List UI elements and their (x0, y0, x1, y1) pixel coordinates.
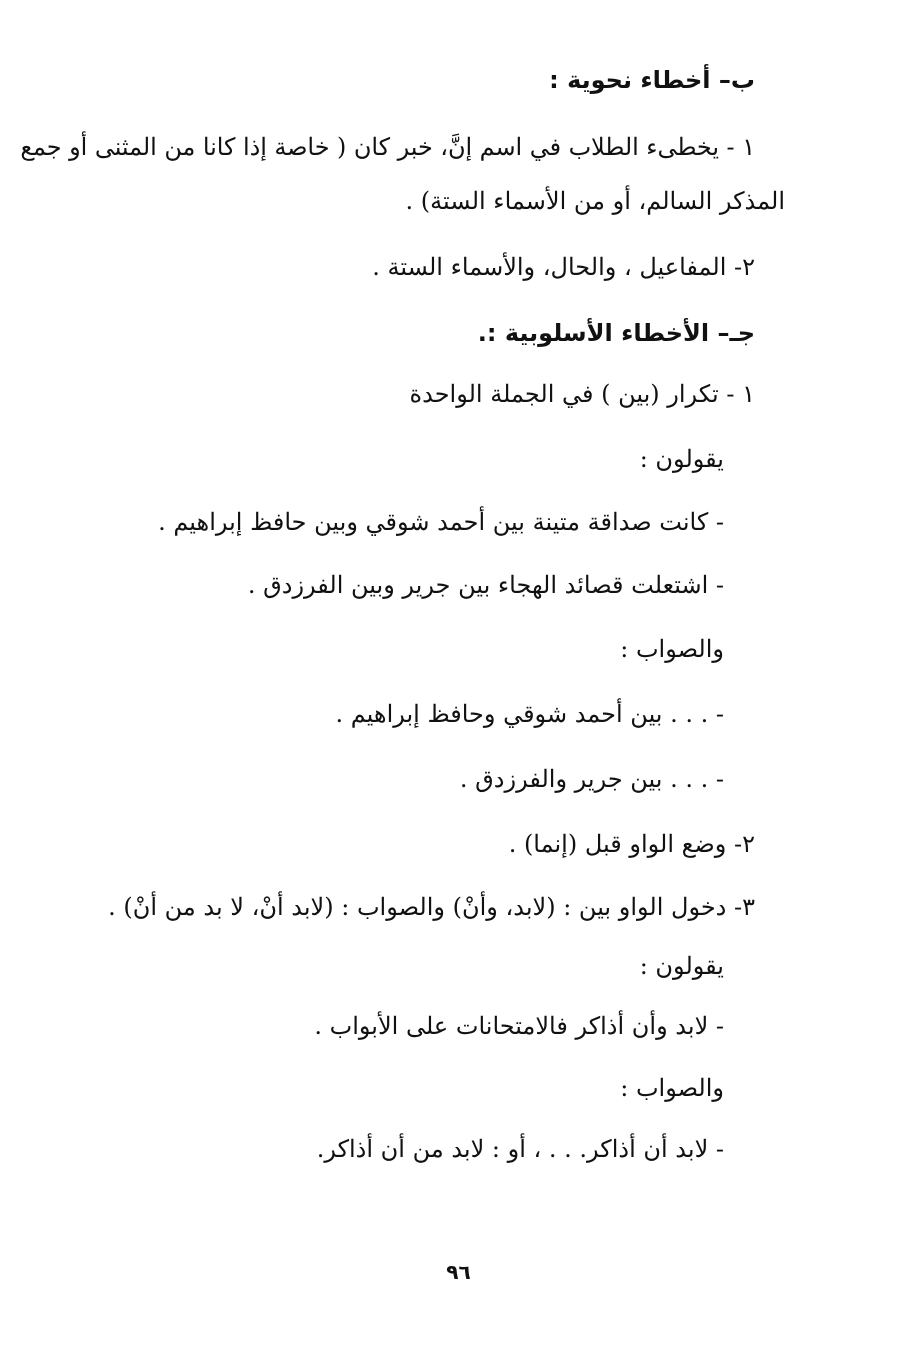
section-heading-style-errors: جـ– الأخطاء الأسلوبية :. (477, 319, 755, 347)
paragraph-line: - اشتعلت قصائد الهجاء بين جرير وبين الفرزدق . (247, 571, 724, 599)
paragraph-line: ١ - يخطىء الطلاب في اسم إنَّ، خبر كان ( خاصة إذا كانا من المثنى أو جمع (20, 133, 755, 161)
paragraph-line: ٢- وضع الواو قبل (إنما) . (508, 830, 755, 858)
paragraph-line: ١ - تكرار (بين ) في الجملة الواحدة (409, 380, 755, 408)
paragraph-line: - . . . بين جرير والفرزدق . (459, 765, 724, 793)
paragraph-line: - كانت صداقة متينة بين أحمد شوقي وبين حافظ إبراهيم . (158, 508, 724, 536)
paragraph-line: - لابد أن أذاكر. . . ، أو : لابد من أن أذاكر. (316, 1135, 724, 1163)
paragraph-line: يقولون : (639, 952, 724, 980)
paragraph-line: ٢- المفاعيل ، والحال، والأسماء الستة . (372, 253, 755, 281)
paragraph-line: المذكر السالم، أو من الأسماء الستة) . (405, 187, 785, 215)
paragraph-line: والصواب : (620, 1074, 724, 1102)
paragraph-line: - لابد وأن أذاكر فالامتحانات على الأبواب . (314, 1012, 724, 1040)
paragraph-line: ٣- دخول الواو بين : (لابد، وأنْ) والصواب : (لابد أنْ، لا بد من أنْ) . (108, 893, 755, 921)
paragraph-line: - . . . بين أحمد شوقي وحافظ إبراهيم . (335, 700, 724, 728)
paragraph-line: والصواب : (620, 635, 724, 663)
section-heading-grammar-errors: ب– أخطاء نحوية : (549, 66, 755, 94)
paragraph-line: يقولون : (639, 445, 724, 473)
page-number: ٩٦ (446, 1260, 471, 1284)
